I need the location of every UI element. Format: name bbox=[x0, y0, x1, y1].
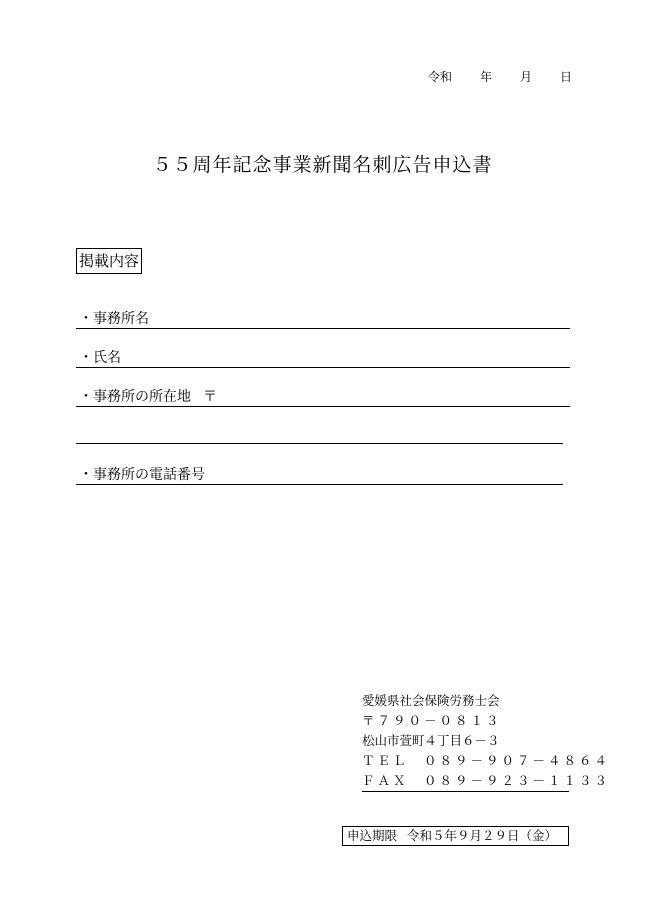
org-tel: ＴＥＬ ０８９－９０７－４８６４ bbox=[362, 753, 611, 768]
document-title: ５５周年記念事業新聞名刺広告申込書 bbox=[152, 154, 493, 176]
postal-mark: 〒 bbox=[203, 389, 217, 405]
deadline-box bbox=[342, 826, 569, 846]
field-person-name[interactable] bbox=[76, 349, 570, 368]
org-name: 愛媛県社会保険労務士会 bbox=[362, 693, 500, 708]
deadline-label: 申込期限 bbox=[347, 828, 398, 843]
field-office-phone-label: ・事務所の電話番号 bbox=[79, 467, 205, 483]
section-label: 掲載内容 bbox=[76, 248, 142, 274]
address-continuation-line[interactable] bbox=[76, 443, 563, 444]
org-fax: ＦＡＸ ０８９－９２３－１１３３ bbox=[362, 771, 569, 792]
date-line bbox=[428, 68, 572, 85]
date-month: 月 bbox=[520, 70, 533, 84]
field-person-name-label: ・氏名 bbox=[79, 350, 121, 366]
field-office-address[interactable] bbox=[76, 388, 570, 407]
date-day: 日 bbox=[560, 70, 573, 84]
field-office-name-label: ・事務所名 bbox=[79, 311, 149, 327]
date-era: 令和 bbox=[428, 70, 453, 84]
org-zip: 〒７９０－０８１３ bbox=[362, 713, 502, 728]
deadline-value: 令和５年９月２９日（金） bbox=[407, 828, 558, 843]
date-year: 年 bbox=[480, 70, 493, 84]
field-office-phone[interactable] bbox=[76, 466, 563, 485]
org-address: 松山市萱町４丁目６－３ bbox=[362, 733, 500, 748]
field-office-name[interactable] bbox=[76, 310, 570, 329]
field-office-address-label: ・事務所の所在地 bbox=[79, 389, 191, 405]
